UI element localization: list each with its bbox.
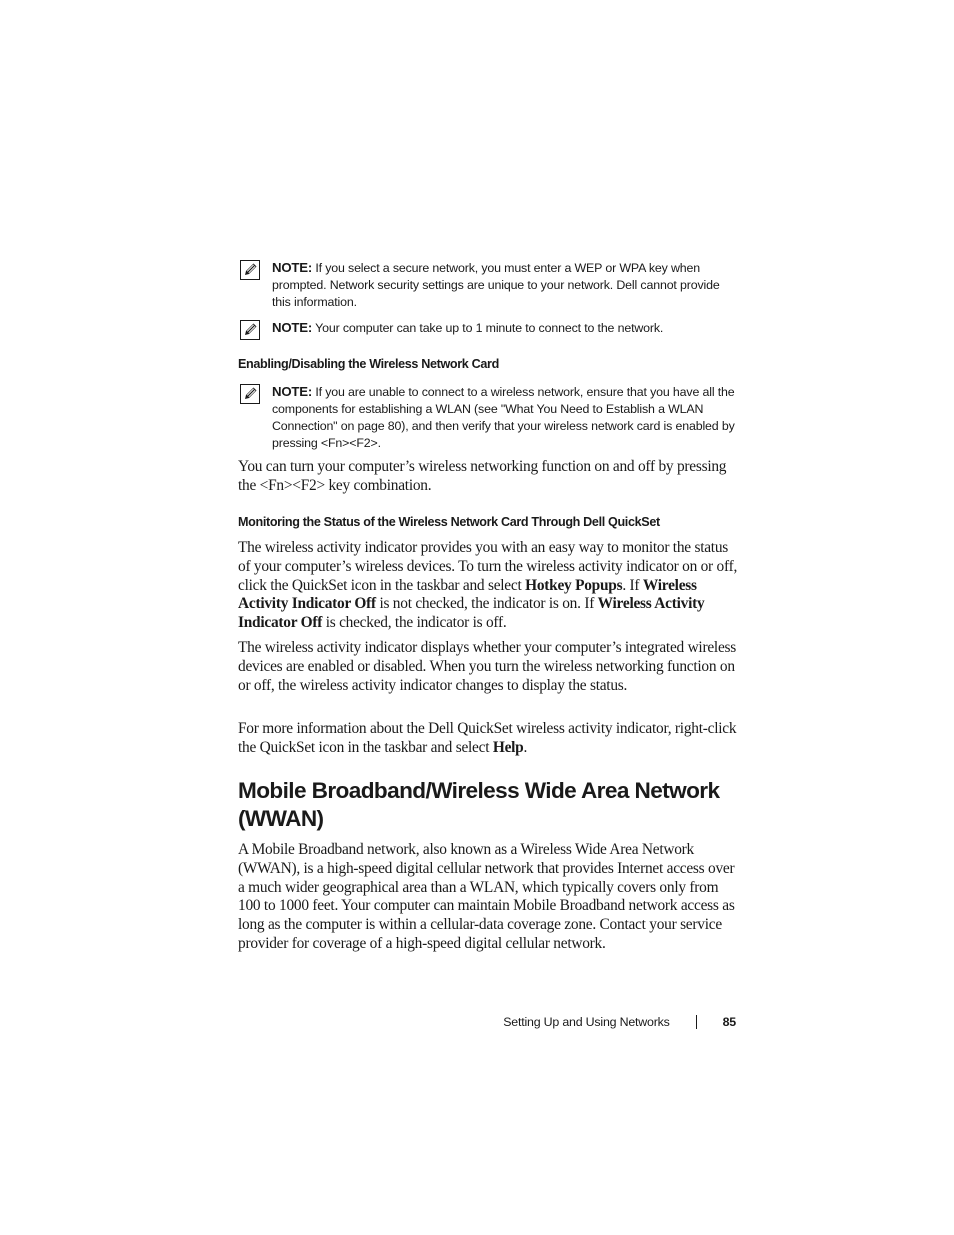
text-run: .	[523, 738, 528, 756]
paragraph-wwan: A Mobile Broadband network, also known as a Wireless Wide Area Network (WWAN), is a high-speed digital cellular network that provides Internet access over a much wider geographical area than a WLAN, which typically covers only from 100 to 1000 feet. Your computer can maintain Mobile Broadband network access as long as the computer is within a cellular-data coverage zone. Contact your service provider for coverage of a high-speed digital cellular network.	[238, 841, 735, 952]
paragraph-more-info	[238, 720, 738, 758]
note-label: NOTE:	[272, 260, 313, 275]
note-label: NOTE:	[272, 384, 313, 399]
heading-wwan: Mobile Broadband/Wireless Wide Area Network (WWAN)	[238, 778, 720, 831]
note-label: NOTE:	[272, 320, 313, 335]
note-connect-time	[238, 319, 738, 337]
paragraph-indicator-displays: The wireless activity indicator displays whether your computer’s integrated wireless devices are enabled or disabled. When you turn the wireless networking function on or off, the wireless activity indicator changes to display the status.	[238, 639, 736, 694]
text-run: For more information about the Dell QuickSet wireless activity indicator, right-click the QuickSet icon in the taskbar and select	[238, 720, 737, 756]
text-run: . If	[622, 576, 643, 594]
footer-separator	[696, 1015, 697, 1029]
menu-reference-hotkey-popups: Hotkey Popups	[525, 576, 623, 594]
page-number: 85	[722, 1015, 736, 1029]
paragraph-activity-indicator	[238, 539, 738, 633]
page-footer	[480, 1015, 736, 1029]
subheading-monitoring: Monitoring the Status of the Wireless Network Card Through Dell QuickSet	[238, 515, 660, 529]
text-run: is checked, the indicator is off.	[322, 614, 507, 632]
note-text: If you are unable to connect to a wireless network, ensure that you have all the components for establishing a WLAN (see "What You Need to Establish a WLAN Connection" on page 80), and then verify that your wireless network card is enabled by pressing <Fn><F2>.	[272, 385, 735, 450]
note-text: Your computer can take up to 1 minute to connect to the network.	[315, 321, 664, 335]
menu-reference-help: Help	[492, 738, 524, 756]
note-text: If you select a secure network, you must enter a WEP or WPA key when prompted. Network security settings are unique to your network. Dell cannot provide this information.	[272, 261, 720, 309]
subheading-enable-disable: Enabling/Disabling the Wireless Network Card	[238, 357, 499, 371]
paragraph-fn-f2: You can turn your computer’s wireless networking function on and off by pressing the <Fn><F2> key combination.	[238, 458, 727, 494]
option-reference-indicator-off: Wireless Activity Indicator Off	[238, 576, 697, 613]
note-secure-network	[238, 259, 738, 311]
option-reference-indicator-off: Wireless Activity Indicator Off	[238, 595, 705, 632]
text-run: is not checked, the indicator is on. If	[375, 595, 598, 613]
pencil-note-icon	[240, 260, 260, 280]
pencil-note-icon	[240, 384, 260, 404]
footer-chapter-title: Setting Up and Using Networks	[503, 1015, 670, 1029]
text-run: The wireless activity indicator provides you with an easy way to monitor the status of your computer’s wireless devices. To turn the wireless activity indicator on or off, click the QuickSet icon in the taskbar and select	[238, 539, 738, 594]
pencil-note-icon	[240, 320, 260, 340]
note-unable-connect	[238, 383, 738, 452]
